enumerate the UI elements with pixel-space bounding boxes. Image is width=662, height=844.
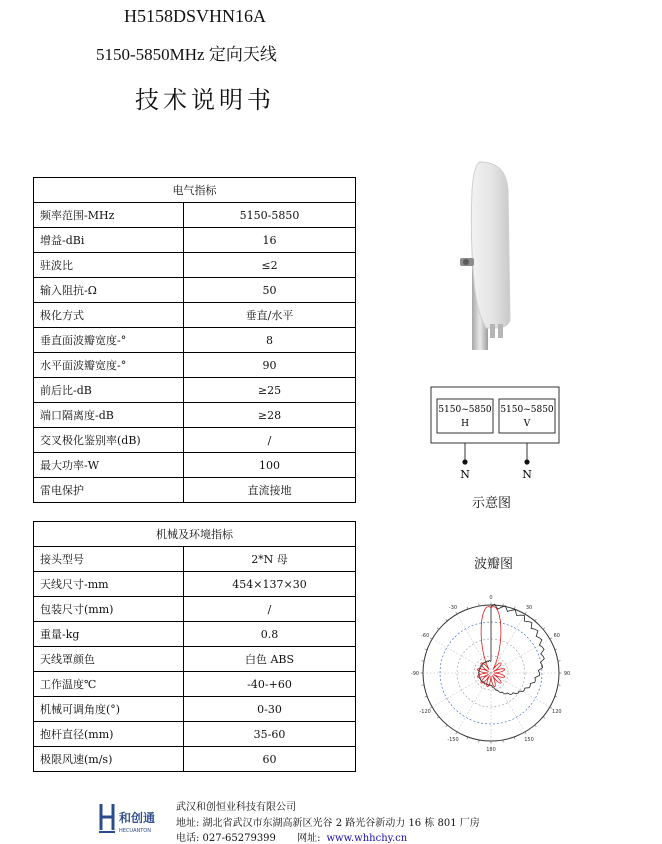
spec-value: 454×137×30 [184, 572, 356, 597]
port-v-frequency: 5150~5850 [500, 405, 554, 415]
spec-label: 垂直面波瓣宽度-° [34, 328, 184, 353]
spec-label: 极限风速(m/s) [34, 747, 184, 772]
angle-label: 180 [486, 747, 496, 752]
table-row [34, 697, 356, 722]
spec-label: 端口隔离度-dB [34, 403, 184, 428]
spec-label: 频率范围-MHz [34, 203, 184, 228]
spec-value: 白色 ABS [184, 647, 356, 672]
angle-label: 120 [552, 709, 562, 715]
table-row [34, 278, 356, 303]
pattern-caption: 波瓣图 [474, 553, 513, 572]
spec-label: 交叉极化鉴别率(dB) [34, 428, 184, 453]
port-h-polarization: H [461, 419, 469, 429]
table-row [34, 203, 356, 228]
tick-mark [543, 628, 545, 630]
logo-text: 和创通 [119, 810, 155, 825]
angle-label: -30 [449, 605, 457, 611]
spec-value: 16 [184, 228, 356, 253]
spec-value: ≥25 [184, 378, 356, 403]
model-number: H5158DSVHN16A [124, 6, 266, 27]
spec-value: 60 [184, 747, 356, 772]
spec-label: 驻波比 [34, 253, 184, 278]
table-row [34, 328, 356, 353]
angle-label: -60 [421, 633, 429, 639]
tick-mark [525, 732, 526, 734]
spec-value: 8 [184, 328, 356, 353]
table-row [34, 647, 356, 672]
spec-value: 5150-5850 [184, 203, 356, 228]
table-row [34, 453, 356, 478]
spec-label: 机械可调角度(°) [34, 697, 184, 722]
company-address: 地址: 湖北省武汉市东湖高新区光谷 2 路光谷新动力 16 栋 801 厂房 [176, 814, 480, 829]
mechanical-spec-table [33, 521, 356, 772]
mechanical-table-title: 机械及环境指标 [34, 522, 356, 547]
electrical-table-title: 电气指标 [34, 178, 356, 203]
spec-value: 35-60 [184, 722, 356, 747]
spec-label: 增益-dBi [34, 228, 184, 253]
table-row [34, 428, 356, 453]
document-title: 技术说明书 [135, 80, 275, 115]
spec-label: 最大功率-W [34, 453, 184, 478]
spec-value: / [184, 428, 356, 453]
tick-mark [437, 717, 439, 719]
spec-value: ≥28 [184, 403, 356, 428]
spec-label: 包装尺寸(mm) [34, 597, 184, 622]
table-row [34, 572, 356, 597]
angle-label: 30 [526, 605, 532, 611]
table-row [34, 378, 356, 403]
spec-value: -40-+60 [184, 672, 356, 697]
port-h-connector: N [460, 468, 470, 481]
tick-mark [437, 628, 439, 630]
tick-mark [430, 638, 432, 639]
spoke-line [491, 673, 525, 732]
spec-label: 接头型号 [34, 547, 184, 572]
spec-value: 90 [184, 353, 356, 378]
table-row [34, 253, 356, 278]
antenna-product-image [420, 160, 540, 350]
tick-mark [543, 717, 545, 719]
spec-value: / [184, 597, 356, 622]
logo-subtext: HECUANTON [119, 828, 151, 834]
spec-value: 100 [184, 453, 356, 478]
table-row [34, 622, 356, 647]
spec-label: 极化方式 [34, 303, 184, 328]
port-schematic-diagram [430, 386, 560, 486]
spec-label: 工作温度℃ [34, 672, 184, 697]
angle-label: 0 [489, 595, 492, 601]
company-logo [97, 800, 167, 838]
spec-value: 50 [184, 278, 356, 303]
tick-mark [535, 725, 537, 727]
angle-label: -90 [411, 671, 419, 677]
radiation-pattern-plot [406, 594, 576, 752]
table-row [34, 353, 356, 378]
table-row [34, 597, 356, 622]
tick-mark [446, 725, 448, 727]
port-h-frequency: 5150~5850 [438, 405, 492, 415]
phone-number: 电话: 027-65279399 [176, 833, 276, 844]
table-row [34, 228, 356, 253]
table-row [34, 478, 356, 503]
tick-mark [446, 619, 448, 621]
spoke-line [457, 614, 491, 673]
diagram-caption: 示意图 [472, 492, 511, 511]
spec-label: 输入阻抗-Ω [34, 278, 184, 303]
spec-label: 抱杆直径(mm) [34, 722, 184, 747]
spec-label: 天线罩颜色 [34, 647, 184, 672]
spec-value: ≤2 [184, 253, 356, 278]
spec-label: 重量-kg [34, 622, 184, 647]
tick-mark [525, 612, 526, 614]
port-v-connector: N [522, 468, 532, 481]
company-name: 武汉和创恒业科技有限公司 [176, 798, 296, 813]
angle-label: 90 [564, 671, 570, 677]
spoke-line [457, 673, 491, 732]
angle-label: 150 [524, 737, 534, 743]
tick-mark [456, 732, 457, 734]
spec-label: 水平面波瓣宽度-° [34, 353, 184, 378]
table-row [34, 303, 356, 328]
website-link[interactable]: www.whhchy.cn [326, 833, 407, 844]
table-row [34, 747, 356, 772]
spec-label: 前后比-dB [34, 378, 184, 403]
spec-value: 直流接地 [184, 478, 356, 503]
angle-label: 60 [554, 633, 560, 639]
electrical-spec-table [33, 177, 356, 503]
spec-value: 0-30 [184, 697, 356, 722]
table-row [34, 403, 356, 428]
tick-mark [456, 612, 457, 614]
table-row [34, 672, 356, 697]
tick-mark [535, 619, 537, 621]
horizontal-pattern-trace [479, 604, 545, 694]
frequency-title: 5150-5850MHz 定向天线 [96, 40, 277, 65]
spec-label: 天线尺寸-mm [34, 572, 184, 597]
tick-mark [550, 638, 552, 639]
website-label: 网址: [297, 833, 320, 844]
connector-node-icon [462, 459, 467, 464]
angle-label: -150 [447, 737, 458, 743]
connector-node-icon [524, 459, 529, 464]
table-row [34, 722, 356, 747]
table-row [34, 547, 356, 572]
spec-value: 0.8 [184, 622, 356, 647]
port-v-polarization: V [523, 419, 531, 429]
spec-label: 雷电保护 [34, 478, 184, 503]
spec-value: 2*N 母 [184, 547, 356, 572]
contact-line [176, 829, 407, 844]
spec-value: 垂直/水平 [184, 303, 356, 328]
angle-label: -120 [420, 709, 431, 715]
